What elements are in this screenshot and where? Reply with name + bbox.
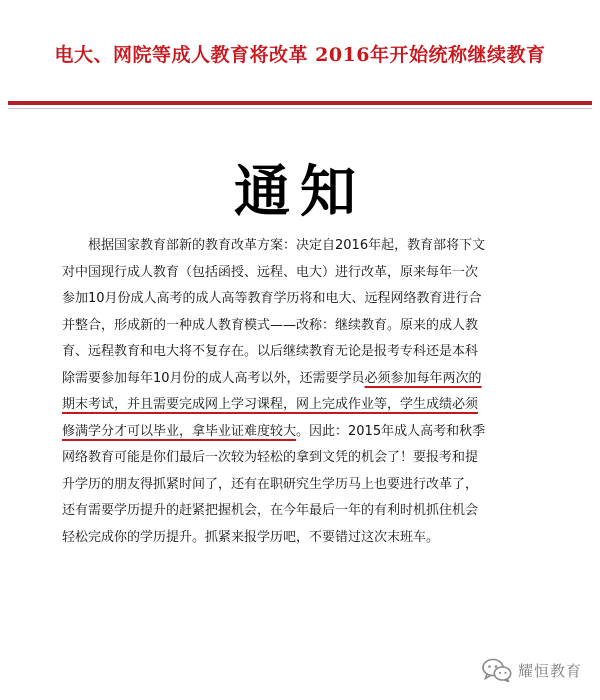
body-text-plain: 。因此：2015年成人高考和秋季 — [296, 423, 486, 439]
watermark — [482, 658, 582, 682]
body-line: 网络教育可能是你们最后一次较为轻松的拿到文凭的机会了！要报考和提 — [62, 450, 479, 465]
body-line — [62, 392, 562, 419]
notice-body — [62, 233, 562, 551]
watermark-text: 耀恒教育 — [517, 661, 582, 680]
body-line: 轻松完成你的学历提升。抓紧来报学历吧，不要错过这次末班车。 — [62, 529, 440, 545]
body-line — [62, 366, 562, 393]
header-rule-thick — [8, 101, 592, 105]
wechat-icon — [482, 658, 512, 682]
body-text-underlined: 修满学分才可以毕业，拿毕业证难度较大 — [62, 423, 297, 439]
body-line: 还有需要学历提升的赶紧把握机会，在今年最后一年的有利时机抓住机会 — [62, 503, 479, 518]
body-line: 根据国家教育部新的教育改革方案：决定自2016年起，教育部将下文 — [62, 238, 486, 253]
body-text-plain: 除需要参加每年10月份的成人高考以外，还需要学员 — [62, 370, 365, 386]
body-line: 升学历的朋友得抓紧时间了，还有在职研究生学历马上也要进行改革了， — [62, 476, 479, 492]
body-text-underlined: 期末考试，并且需要完成网上学习课程，网上完成作业等，学生成绩必须 — [62, 397, 479, 412]
header-rule-thin — [8, 108, 592, 109]
body-line: 对中国现行成人教育（包括函授、远程、电大）进行改革，原来每年一次 — [62, 264, 479, 280]
body-line: 并整合，形成新的一种成人教育模式——改称：继续教育。原来的成人教 — [62, 317, 479, 333]
notice-title: 通知 — [234, 160, 366, 225]
body-line — [62, 419, 562, 446]
body-line: 育、远程教育和电大将不复存在。以后继续教育无论是报考专科还是本科 — [62, 344, 479, 359]
headline: 电大、网院等成人教育将改革 2016年开始统称继续教育 — [54, 44, 546, 66]
body-text-underlined: 必须参加每年两次的 — [364, 370, 482, 386]
body-line: 参加10月份成人高考的成人高等教育学历将和电大、远程网络教育进行合 — [62, 291, 482, 306]
